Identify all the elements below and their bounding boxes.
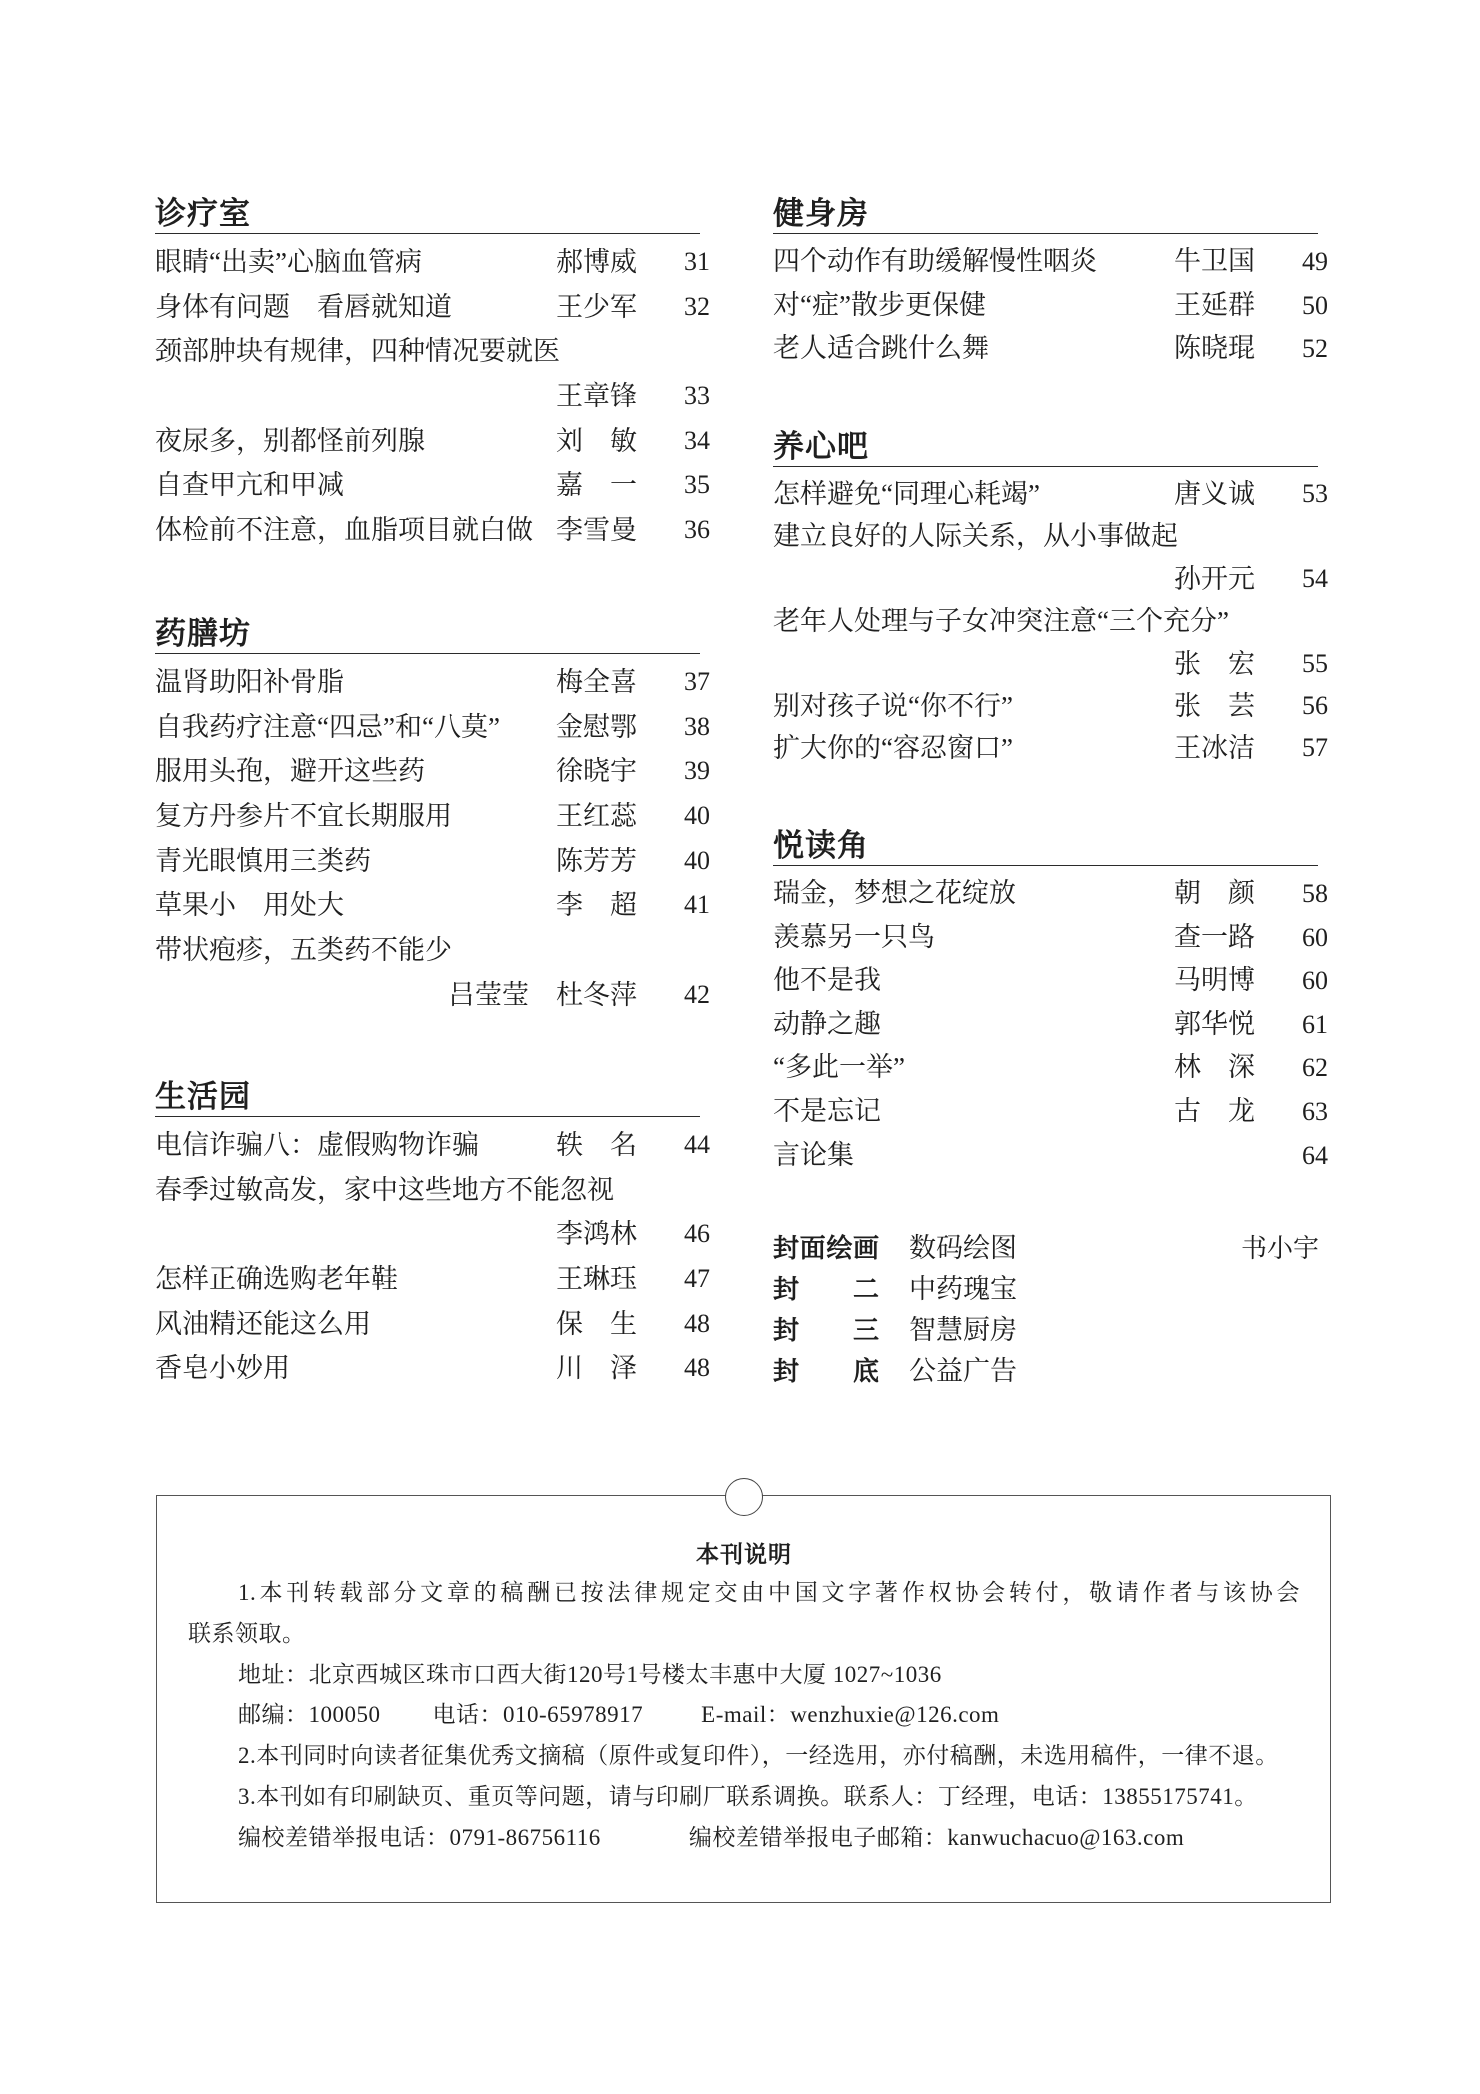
section-heading: 生活园 [155, 1078, 700, 1117]
toc-entry [155, 419, 710, 464]
notice-item-3: 3.本刊如有印刷缺页、重页等问题，请与印刷厂联系调换。联系人：丁经理，电话：13855175741。 [238, 1783, 1258, 1809]
entry-page: 50 [1302, 290, 1328, 320]
entry-author: 马明博 [1174, 965, 1255, 996]
toc-entry [773, 327, 1328, 371]
entry-author: 嘉 一 [556, 470, 637, 501]
entry-page: 57 [1302, 733, 1328, 763]
section-heading: 诊疗室 [155, 195, 700, 234]
entry-page: 56 [1302, 690, 1328, 720]
entry-title: 服用头孢，避开这些药 [155, 756, 425, 787]
entry-title: 瑞金，梦想之花绽放 [773, 878, 1016, 908]
toc-entry [155, 928, 710, 973]
section-heading: 药膳坊 [155, 615, 700, 654]
toc-section [773, 827, 1328, 1177]
credit-row-cover [773, 1228, 1328, 1269]
entry-title: 老年人处理与子女冲突注意“三个充分” [773, 606, 1229, 637]
toc-section [155, 615, 710, 1018]
credit-value: 智慧厨房 [909, 1315, 1017, 1345]
toc-entry [773, 727, 1328, 769]
toc-entry [773, 1134, 1328, 1178]
entry-page: 49 [1302, 247, 1328, 276]
toc-entry [155, 1212, 710, 1257]
entry-title: 春季过敏高发，家中这些地方不能忽视 [155, 1174, 614, 1205]
entry-page: 31 [684, 247, 710, 276]
entry-page: 36 [684, 515, 710, 545]
entry-title: 风油精还能这么用 [155, 1308, 371, 1339]
entry-page: 54 [1302, 563, 1328, 593]
toc-entry [155, 463, 710, 508]
entry-author: 王少军 [556, 291, 637, 322]
toc-entry [155, 285, 710, 330]
toc-entry [155, 839, 710, 884]
toc-entry [773, 558, 1328, 600]
entry-author: 李 超 [556, 890, 637, 921]
toc-section [773, 428, 1328, 770]
toc-entry [773, 1003, 1328, 1047]
credit-label: 封面绘画 [773, 1233, 879, 1263]
entry-author: 郭华悦 [1174, 1008, 1255, 1039]
entry-page: 62 [1302, 1053, 1328, 1083]
credit-value: 公益广告 [909, 1356, 1017, 1386]
toc-entry [155, 794, 710, 839]
toc-entry-list [773, 872, 1328, 1177]
entry-title: 怎样避免“同理心耗竭” [773, 479, 1040, 509]
notice-report-line [188, 1818, 1300, 1859]
entry-title: 眼睛“出卖”心脑血管病 [155, 247, 422, 277]
toc-entry [155, 329, 710, 374]
entry-page: 44 [684, 1130, 710, 1159]
entry-page: 40 [684, 801, 710, 831]
entry-author: 王冰洁 [1174, 733, 1255, 764]
toc-entry [773, 240, 1328, 284]
entry-title: 四个动作有助缓解慢性咽炎 [773, 246, 1097, 276]
toc-entry [773, 959, 1328, 1003]
entry-page: 39 [684, 756, 710, 786]
entry-page: 41 [684, 890, 710, 920]
entry-page: 35 [684, 470, 710, 500]
entry-title: 他不是我 [773, 965, 881, 996]
notice-address: 地址：北京西城区珠市口西大街120号1号楼太丰惠中大厦 1027~1036 [238, 1661, 942, 1687]
entry-author: 林 深 [1174, 1052, 1255, 1083]
entry-author: 王红蕊 [556, 801, 637, 832]
entry-author: 李雪曼 [556, 515, 637, 546]
toc-entry [155, 1257, 710, 1302]
entry-page: 60 [1302, 966, 1328, 996]
credit-label: 封 底 [773, 1356, 879, 1386]
entry-page: 33 [684, 381, 710, 411]
entry-page: 60 [1302, 922, 1328, 952]
entry-page: 64 [1302, 1140, 1328, 1170]
entry-page: 52 [1302, 334, 1328, 364]
entry-author: 王琳珏 [556, 1264, 637, 1295]
notice-title: 本刊说明 [696, 1541, 792, 1567]
entry-author: 张 芸 [1174, 690, 1255, 721]
toc-entry [155, 508, 710, 553]
entry-title: 颈部肿块有规律，四种情况要就医 [155, 336, 560, 367]
toc-entry [155, 240, 710, 285]
notice-report-email: 编校差错举报电子邮箱：kanwuchacuo@163.com [688, 1824, 1185, 1850]
toc-left-column [155, 0, 710, 1420]
section-heading: 悦读角 [773, 827, 1318, 866]
entry-author: 古 龙 [1174, 1095, 1255, 1126]
toc-section [155, 1078, 710, 1391]
entry-title: 自查甲亢和甲减 [155, 470, 344, 501]
entry-title: 羡慕另一只鸟 [773, 921, 935, 952]
entry-page: 48 [684, 1353, 710, 1383]
entry-page: 37 [684, 667, 710, 696]
entry-page: 53 [1302, 479, 1328, 508]
entry-title: 动静之趣 [773, 1008, 881, 1039]
entry-title: 建立良好的人际关系，从小事做起 [773, 521, 1178, 552]
entry-page: 42 [684, 979, 710, 1009]
notice-email: E-mail：wenzhuxie@126.com [701, 1702, 1000, 1728]
entry-title: 夜尿多，别都怪前列腺 [155, 425, 425, 456]
section-heading: 健身房 [773, 195, 1318, 234]
entry-title: 言论集 [773, 1139, 854, 1170]
entry-page: 38 [684, 711, 710, 741]
toc-entry [773, 916, 1328, 960]
entry-title: 草果小 用处大 [155, 890, 344, 921]
entry-author: 陈晓琨 [1174, 333, 1255, 364]
toc-entry [155, 660, 710, 705]
entry-page: 46 [684, 1219, 710, 1249]
entry-title: 不是忘记 [773, 1095, 881, 1126]
entry-title: 温肾助阳补骨脂 [155, 667, 344, 697]
credit-artist: 书小宇 [1240, 1234, 1319, 1263]
entry-title: 自我药疗注意“四忌”和“八莫” [155, 711, 500, 742]
notice-item-1-line-2: 联系领取。 [188, 1620, 306, 1646]
toc-entry [773, 515, 1328, 557]
entry-author: 刘 敏 [556, 425, 637, 456]
toc-right-column [773, 0, 1328, 1420]
credit-value: 中药瑰宝 [909, 1274, 1017, 1304]
entry-author: 唐义诚 [1174, 479, 1255, 509]
toc-entry [773, 1090, 1328, 1134]
notice-phone: 电话：010-65978917 [432, 1702, 644, 1728]
toc-section [773, 195, 1328, 371]
entry-page: 40 [684, 845, 710, 875]
toc-entry [155, 1168, 710, 1213]
entry-author: 轶 名 [556, 1130, 637, 1160]
entry-title: 复方丹参片不宜长期服用 [155, 801, 452, 832]
entry-title: 扩大你的“容忍窗口” [773, 733, 1013, 764]
notice-report-phone: 编校差错举报电话：0791-86756116 [238, 1824, 601, 1850]
entry-author: 陈芳芳 [556, 845, 637, 876]
entry-author: 保 生 [556, 1308, 637, 1339]
toc-entry-list [155, 660, 710, 1018]
entry-page: 34 [684, 425, 710, 455]
entry-author: 王章锋 [556, 381, 637, 412]
entry-title: 体检前不注意，血脂项目就白做 [155, 515, 533, 546]
entry-page: 61 [1302, 1009, 1328, 1039]
notice-item-2: 2.本刊同时向读者征集优秀文摘稿（原件或复印件），一经选用，亦付稿酬，未选用稿件，一律不退。 [238, 1743, 1279, 1769]
credit-value: 数码绘图 [909, 1233, 1017, 1263]
notice-contact-line [188, 1695, 1300, 1736]
entry-author: 李鸿林 [556, 1219, 637, 1250]
notice-postcode: 邮编：100050 [238, 1702, 381, 1728]
entry-title: 对“症”散步更保健 [773, 289, 986, 320]
entry-author: 吕莹莹 杜冬萍 [448, 979, 637, 1010]
toc-entry [773, 1046, 1328, 1090]
entry-title: 身体有问题 看唇就知道 [155, 291, 452, 322]
section-heading: 养心吧 [773, 428, 1318, 467]
toc-entry [155, 1346, 710, 1391]
notice-content [188, 1535, 1300, 1859]
entry-page: 58 [1302, 879, 1328, 908]
entry-title: 怎样正确选购老年鞋 [155, 1264, 398, 1295]
entry-author: 查一路 [1174, 921, 1255, 952]
entry-page: 48 [684, 1308, 710, 1338]
entry-author: 牛卫国 [1174, 246, 1255, 276]
notice-item-1-line-1: 1.本刊转载部分文章的稿酬已按法律规定交由中国文字著作权协会转付，敬请作者与该协会 [238, 1580, 1300, 1605]
toc-entry-list [773, 473, 1328, 770]
entry-author: 朝 颜 [1174, 878, 1255, 908]
entry-author: 金慰鄂 [556, 711, 637, 742]
entry-page: 47 [684, 1264, 710, 1294]
entry-author: 徐晓宇 [556, 756, 637, 787]
credit-row-back [773, 1351, 1328, 1392]
toc-entry [773, 872, 1328, 916]
entry-title: 电信诈骗八：虚假购物诈骗 [155, 1130, 479, 1160]
toc-entry [155, 749, 710, 794]
toc-entry-list [155, 1123, 710, 1391]
toc-entry [155, 973, 710, 1018]
entry-page: 32 [684, 291, 710, 321]
cover-credits [773, 1228, 1328, 1392]
toc-entry-list [155, 240, 710, 553]
credit-row-inside-back [773, 1310, 1328, 1351]
toc-entry [155, 883, 710, 928]
entry-title: 青光眼慎用三类药 [155, 845, 371, 876]
toc-entry [155, 705, 710, 750]
toc-entry [773, 284, 1328, 328]
toc-entry [155, 1123, 710, 1168]
notice-circle-ornament [725, 1478, 763, 1516]
entry-title: 别对孩子说“你不行” [773, 690, 1013, 721]
entry-page: 55 [1302, 648, 1328, 678]
entry-author: 王延群 [1174, 289, 1255, 320]
toc-section [155, 195, 710, 553]
entry-author: 郝博威 [556, 247, 637, 277]
entry-title: “多此一举” [773, 1052, 905, 1083]
toc-entry [773, 643, 1328, 685]
entry-author: 梅全喜 [556, 667, 637, 697]
entry-author: 川 泽 [556, 1353, 637, 1384]
entry-author: 张 宏 [1174, 648, 1255, 679]
entry-title: 带状疱疹，五类药不能少 [155, 935, 452, 966]
toc-entry [773, 473, 1328, 515]
credit-row-inside-front [773, 1269, 1328, 1310]
entry-author: 孙开元 [1174, 563, 1255, 594]
toc-entry-list [773, 240, 1328, 371]
toc-entry [155, 1302, 710, 1347]
credit-label: 封 二 [773, 1274, 879, 1304]
entry-title: 老人适合跳什么舞 [773, 333, 989, 364]
toc-entry [155, 374, 710, 419]
toc-entry [773, 600, 1328, 642]
credit-label: 封 三 [773, 1315, 879, 1345]
toc-entry [773, 685, 1328, 727]
entry-page: 63 [1302, 1096, 1328, 1126]
entry-title: 香皂小妙用 [155, 1353, 290, 1384]
